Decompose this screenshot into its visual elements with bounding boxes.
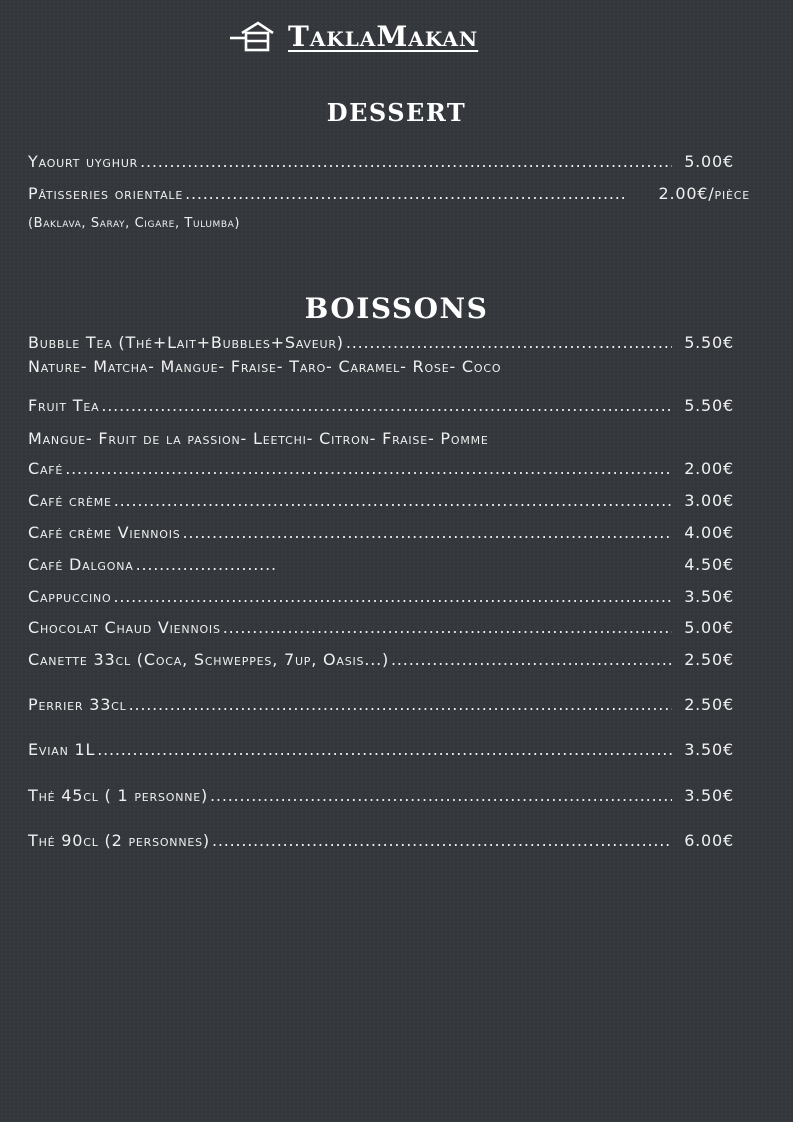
item-price: 5.50€ [684, 333, 734, 352]
dot-leader [140, 152, 672, 171]
fruit-tea-flavors: Mangue- Fruit de la passion- Leetchi- Citron- Fraise- Pomme [28, 429, 489, 448]
section-title-dessert: DESSERT [326, 98, 467, 127]
item-name: Bubble Tea (Thé+Lait+Bubbles+Saveur) [28, 333, 344, 352]
menu-item [28, 459, 750, 479]
dot-leader [114, 491, 672, 510]
menu-item [28, 491, 750, 511]
item-name: Café crème [28, 491, 112, 510]
menu-item [28, 786, 750, 806]
menu-item [28, 740, 750, 760]
item-price: 5.00€ [684, 618, 734, 637]
item-name: Cappuccino [28, 587, 112, 606]
item-price: 3.50€ [684, 786, 734, 805]
item-price: 2.00€/pièce [658, 184, 750, 203]
menu-item [28, 184, 750, 204]
item-name: Thé 45cl ( 1 personne) [28, 786, 209, 805]
item-price: 4.50€ [684, 555, 734, 574]
brand-name: TaklaMakan [288, 19, 479, 53]
item-name: Yaourt uyghur [28, 152, 139, 171]
item-price: 2.00€ [684, 459, 734, 478]
item-name: Thé 90cl (2 personnes) [28, 831, 210, 850]
item-name: Fruit Tea [28, 396, 100, 415]
house-icon [228, 20, 274, 52]
bubble-tea-flavors: Nature- Matcha- Mangue- Fraise- Taro- Caramel- Rose- Coco [28, 357, 502, 376]
dot-leader [183, 523, 672, 542]
menu-item [28, 831, 750, 851]
item-name: Chocolat Chaud Viennois [28, 618, 221, 637]
dot-leader [212, 831, 672, 850]
dot-leader [346, 333, 672, 352]
menu-item [28, 396, 750, 416]
menu-item [28, 555, 750, 575]
item-name: Perrier 33cl [28, 695, 127, 714]
dot-leader [391, 650, 672, 669]
dot-leader [97, 740, 672, 759]
item-price: 6.00€ [684, 831, 734, 850]
section-title-boissons: BOISSONS [304, 292, 489, 325]
dot-leader [65, 459, 672, 478]
item-name: Evian 1L [28, 740, 96, 759]
dot-leader [223, 618, 672, 637]
brand-logo [228, 18, 478, 54]
menu-item [28, 587, 750, 607]
dot-leader [136, 555, 276, 574]
dot-leader [114, 587, 672, 606]
item-name: Café Dalgona [28, 555, 134, 574]
item-name: Café [28, 459, 64, 478]
dot-leader [210, 786, 672, 805]
menu-item [28, 650, 750, 670]
menu-item [28, 152, 750, 172]
item-price: 2.50€ [684, 650, 734, 669]
item-name: Café crème Viennois [28, 523, 181, 542]
menu-item [28, 618, 750, 638]
menu-item [28, 695, 750, 715]
menu-item [28, 333, 750, 353]
dot-leader [101, 396, 672, 415]
item-price: 5.50€ [684, 396, 734, 415]
item-price: 3.50€ [684, 740, 734, 759]
dot-leader [185, 184, 628, 203]
item-name: Canette 33cl (Coca, Schweppes, 7up, Oasis...) [28, 650, 390, 669]
menu-item [28, 523, 750, 543]
item-price: 3.50€ [684, 587, 734, 606]
item-price: 4.00€ [684, 523, 734, 542]
dessert-note: (Baklava, Saray, Cigare, Tulumba) [28, 216, 241, 231]
item-name: Pâtisseries orientale [28, 184, 184, 203]
dot-leader [129, 695, 672, 714]
item-price: 3.00€ [684, 491, 734, 510]
item-price: 5.00€ [684, 152, 734, 171]
item-price: 2.50€ [684, 695, 734, 714]
